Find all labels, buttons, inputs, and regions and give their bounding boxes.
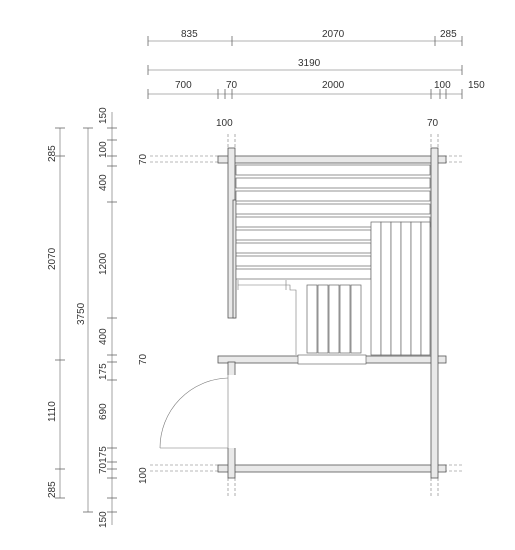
stove-area bbox=[238, 280, 296, 355]
dim-inner-150-top: 150 bbox=[98, 107, 109, 124]
dim-inner-70175: 70175 bbox=[98, 446, 109, 474]
dim-inner-150-bottom: 150 bbox=[98, 511, 109, 528]
interior-door-opening bbox=[298, 355, 366, 364]
dim-left-2070: 2070 bbox=[47, 247, 58, 270]
top-wall bbox=[218, 156, 446, 163]
dim-inner-175-top: 175 bbox=[98, 363, 109, 380]
dim-top-100: 100 bbox=[434, 80, 451, 91]
dim-top-2000: 2000 bbox=[322, 80, 345, 91]
dim-top-285: 285 bbox=[440, 29, 457, 40]
wall-label-70-top: 70 bbox=[138, 153, 149, 165]
dim-left-285-bottom: 285 bbox=[47, 481, 58, 498]
dim-inner-400-bottom: 400 bbox=[98, 328, 109, 345]
building-plan bbox=[150, 134, 462, 496]
floor-grate bbox=[307, 285, 361, 353]
dim-top-wall-100: 100 bbox=[216, 118, 233, 129]
left-dimensions bbox=[47, 107, 149, 528]
dim-left-3750: 3750 bbox=[76, 302, 87, 325]
dim-top-3190: 3190 bbox=[298, 58, 321, 69]
side-bench bbox=[371, 222, 430, 355]
dim-top-2070: 2070 bbox=[322, 29, 345, 40]
dim-inner-1200: 1200 bbox=[98, 252, 109, 275]
dim-top-150: 150 bbox=[468, 80, 485, 91]
bottom-wall bbox=[218, 465, 446, 472]
entrance-door bbox=[160, 375, 236, 448]
dim-top-70: 70 bbox=[226, 80, 238, 91]
dim-top-700: 700 bbox=[175, 80, 192, 91]
dim-inner-690: 690 bbox=[98, 403, 109, 420]
dim-left-1110: 1110 bbox=[47, 401, 58, 422]
dim-inner-100-top: 100 bbox=[98, 141, 109, 158]
right-wall bbox=[431, 148, 438, 478]
dim-inner-100-bottom: 100 bbox=[138, 467, 149, 484]
window-left bbox=[233, 200, 236, 318]
dim-top-wall-70: 70 bbox=[427, 118, 439, 129]
dim-left-285-top: 285 bbox=[47, 145, 58, 162]
dim-inner-400-top: 400 bbox=[98, 174, 109, 191]
dim-top-835: 835 bbox=[181, 29, 198, 40]
wall-label-70-middle: 70 bbox=[138, 353, 149, 365]
top-dimensions bbox=[148, 29, 485, 129]
